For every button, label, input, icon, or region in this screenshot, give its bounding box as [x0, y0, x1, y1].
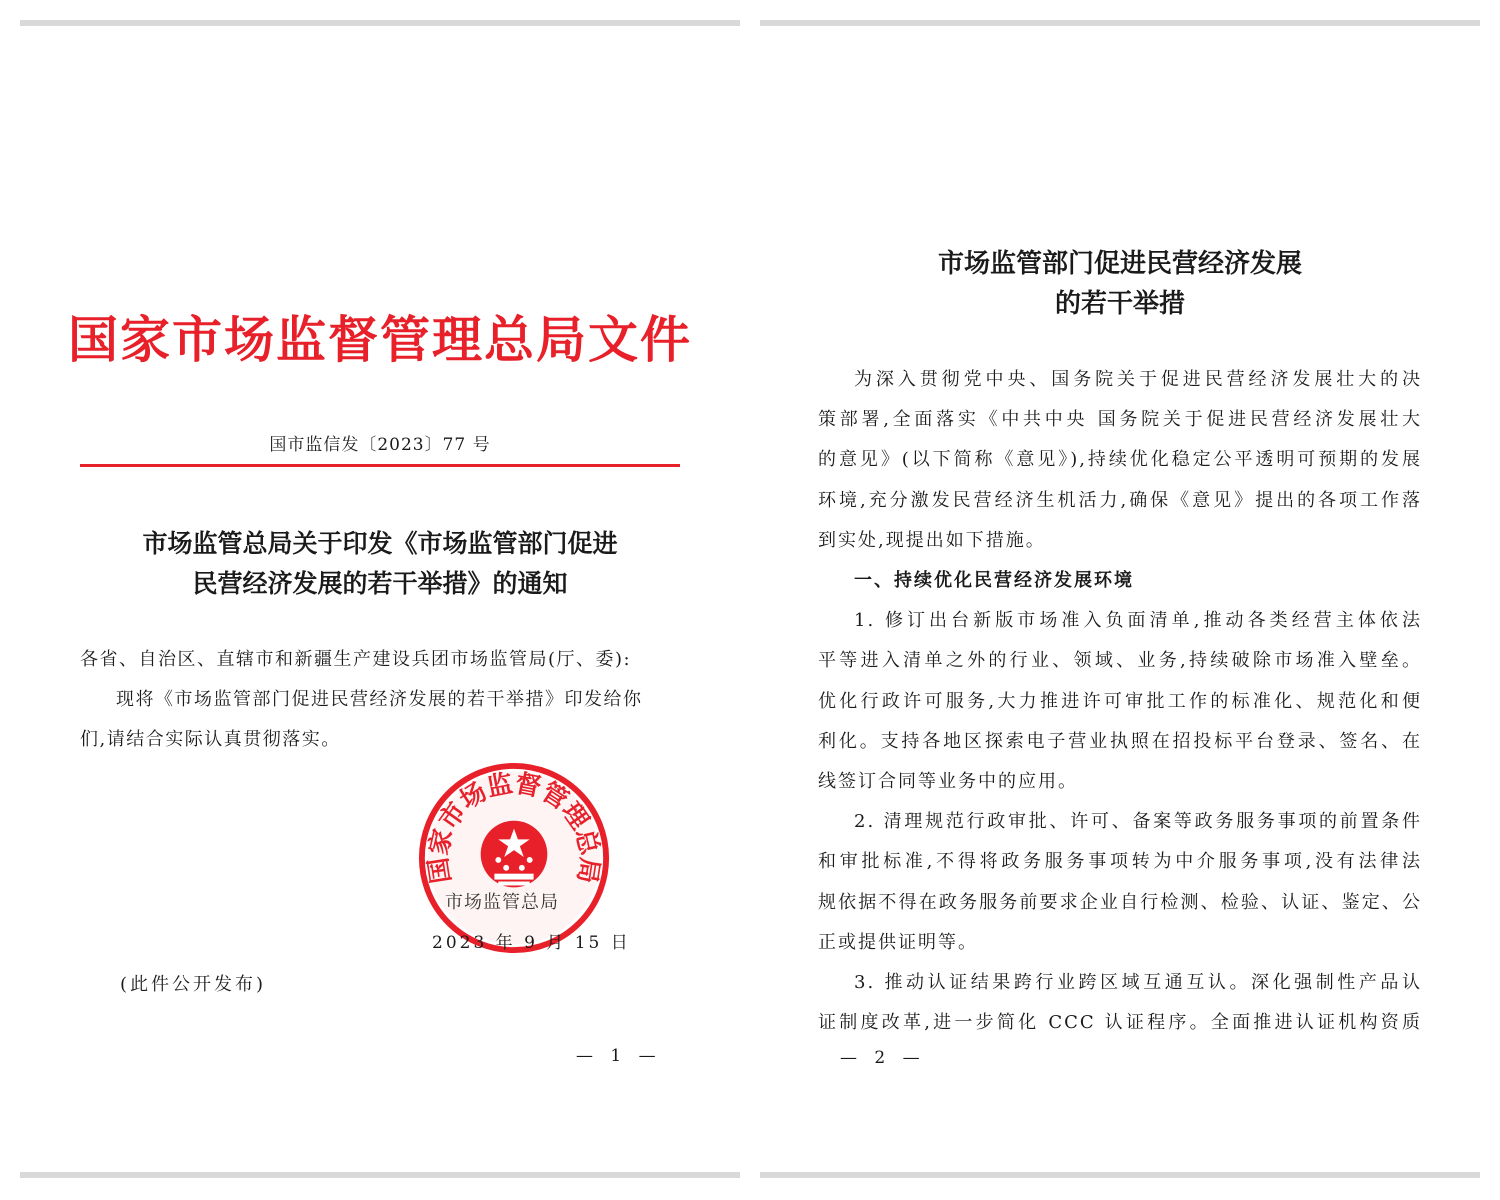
- paragraph-line: 证制度改革,进一步简化 CCC 认证程序。全面推进认证机构资质: [818, 1012, 1422, 1034]
- document-number: 国市监信发〔2023〕77 号: [269, 435, 491, 455]
- page-top-edge: [760, 20, 1480, 26]
- paragraph-line: 优化行政许可服务,大力推进许可审批工作的标准化、规范化和便: [818, 690, 1422, 712]
- paragraph-line: 和审批标准,不得将政务服务事项转为中介服务事项,没有法律法: [818, 851, 1422, 873]
- notice-title: [80, 524, 680, 604]
- page-top-edge: [20, 20, 740, 26]
- paragraph-line: 2. 清理规范行政审批、许可、备案等政务服务事项的前置条件: [854, 811, 1422, 833]
- page-number: — 2 —: [840, 1048, 926, 1068]
- paragraph-line: 平等进入清单之外的行业、领域、业务,持续破除市场准入壁垒。: [818, 650, 1422, 672]
- red-divider-line: [80, 464, 680, 467]
- body-line-1: 现将《市场监管部门促进民营经济发展的若干举措》印发给你: [116, 689, 643, 710]
- page-bottom-edge: [20, 1172, 740, 1178]
- issue-date: 2023 年 9 月 15 日: [432, 933, 631, 953]
- measures-body: [818, 360, 1422, 1043]
- national-emblem-icon: [481, 821, 548, 888]
- paragraph-line: 为深入贯彻党中央、国务院关于促进民营经济发展壮大的决: [854, 369, 1422, 390]
- paragraph-line: 规依据不得在政务服务前要求企业自行检测、检验、认证、鉴定、公: [818, 891, 1422, 913]
- section-heading: 一、持续优化民营经济发展环境: [854, 570, 1134, 592]
- document-header-title: 国家市场监督管理总局文件: [68, 310, 692, 369]
- public-release-note: (此件公开发布): [120, 974, 267, 995]
- paragraph-line: 策部署,全面落实《中共中央 国务院关于促进民营经济发展壮大: [818, 409, 1422, 431]
- measures-title-line-2: 的若干举措: [1054, 289, 1185, 319]
- notice-title-line-1: 市场监管总局关于印发《市场监管部门促进: [142, 529, 618, 558]
- paragraph-line: 环境,充分激发民营经济生机活力,确保《意见》提出的各项工作落: [818, 489, 1422, 511]
- paragraph-line: 1. 修订出台新版市场准入负面清单,推动各类经营主体依法: [854, 610, 1422, 632]
- body-line-2: 们,请结合实际认真贯彻落实。: [80, 729, 341, 750]
- paragraph-line: 到实处,现提出如下措施。: [818, 529, 1046, 551]
- page-bottom-edge: [760, 1172, 1480, 1178]
- document-page-1: [20, 0, 740, 1200]
- page-number: — 1 —: [576, 1046, 662, 1066]
- addressee: 各省、自治区、直辖市和新疆生产建设兵团市场监管局(厅、委):: [80, 649, 632, 670]
- notice-title-line-2: 民营经济发展的若干举措》的通知: [192, 569, 568, 598]
- paragraph-line: 线签订合同等业务中的应用。: [818, 771, 1078, 793]
- measures-title: [760, 244, 1480, 324]
- document-page-2: [760, 0, 1480, 1200]
- seal-inner-text: 市场监管总局: [445, 892, 559, 913]
- paragraph-line: 3. 推动认证结果跨行业跨区域互通互认。深化强制性产品认: [854, 972, 1422, 994]
- paragraph-line: 利化。支持各地区探索电子营业执照在招投标平台登录、签名、在: [818, 730, 1422, 752]
- seal-ring-text: 国家市场监督管理总局: [423, 768, 605, 886]
- paragraph-line: 的意见》(以下简称《意见》),持续优化稳定公平透明可预期的发展: [818, 449, 1422, 471]
- measures-title-line-1: 市场监管部门促进民营经济发展: [937, 249, 1302, 279]
- paragraph-line: 正或提供证明等。: [818, 931, 978, 953]
- official-seal: [416, 760, 612, 956]
